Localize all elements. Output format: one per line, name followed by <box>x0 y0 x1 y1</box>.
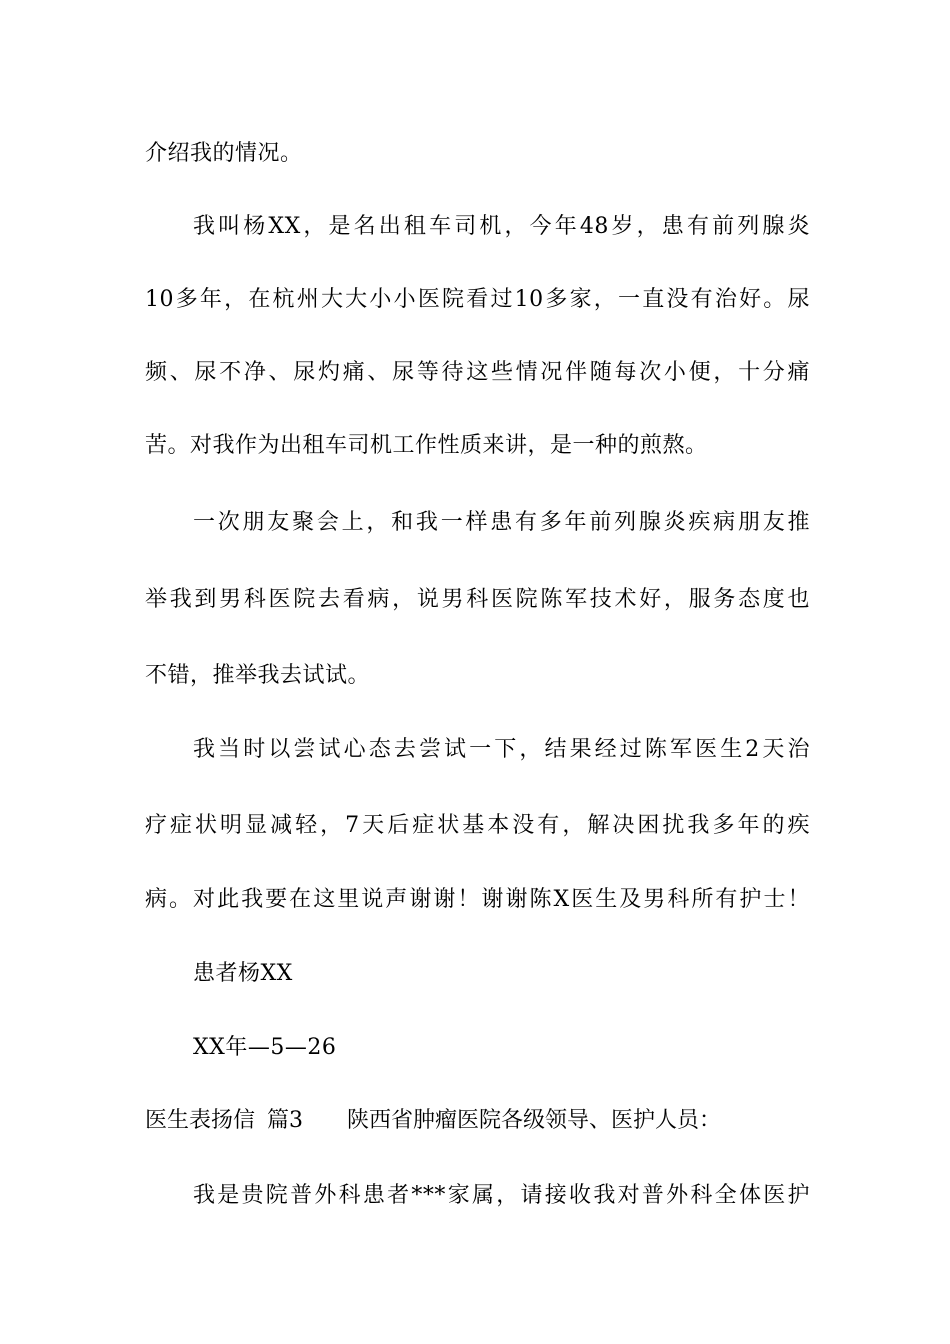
text-line: 不错，推举我去试试。 <box>145 663 371 688</box>
text-line: 频、尿不净、尿灼痛、尿等待这些情况伴随每次小便，十分痛 <box>145 360 810 385</box>
text-line: 举我到男科医院去看病，说男科医院陈军技术好，服务态度也 <box>145 587 810 612</box>
section-title: 医生表扬信 <box>145 1108 256 1133</box>
section-heading-line <box>145 1101 721 1141</box>
text-line: 10多年，在杭州大大小小医院看过10多家，一直没有治好。尿 <box>145 287 810 312</box>
salutation: 陕西省肿瘤医院各级领导、医护人员： <box>347 1108 722 1133</box>
signature-date: XX年—5—26 <box>193 1035 337 1060</box>
paragraph-start-line: 我是贵院普外科患者***家属，请接收我对普外科全体医护 <box>193 1183 810 1208</box>
text-line: 疗症状明显减轻，7天后症状基本没有，解决困扰我多年的疾 <box>145 813 810 838</box>
text-line: 病。对此我要在这里说声谢谢！谢谢陈X医生及男科所有护士！ <box>145 887 810 912</box>
paragraph-start-line: 一次朋友聚会上，和我一样患有多年前列腺炎疾病朋友推 <box>193 510 810 535</box>
paragraph-start-line: 我当时以尝试心态去尝试一下，结果经过陈军医生2天治 <box>193 737 810 762</box>
text-line: 介绍我的情况。 <box>145 141 303 166</box>
signature-name: 患者杨XX <box>193 961 293 986</box>
text-line: 苦。对我作为出租车司机工作性质来讲，是一种的煎熬。 <box>145 433 708 458</box>
section-number: 篇3 <box>267 1108 304 1133</box>
paragraph-start-line: 我叫杨XX，是名出租车司机，今年48岁，患有前列腺炎 <box>193 214 810 239</box>
